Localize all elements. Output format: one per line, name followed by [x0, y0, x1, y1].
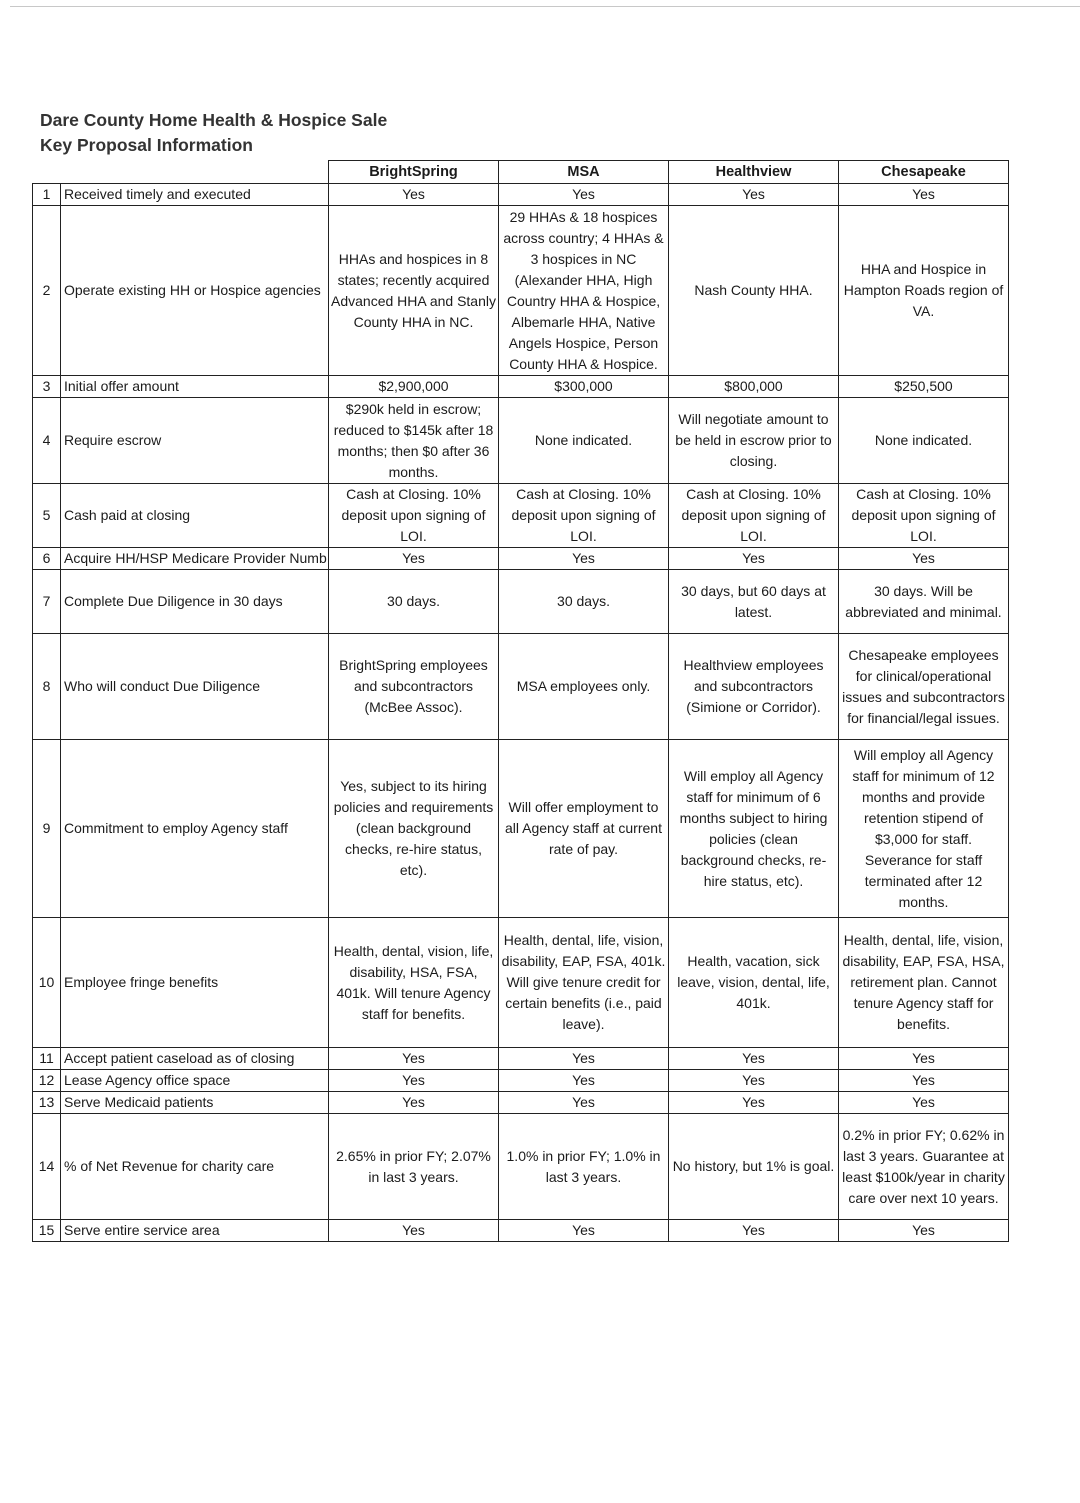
cell-healthview: Yes	[669, 184, 839, 206]
row-number: 5	[33, 484, 61, 548]
cell-healthview: No history, but 1% is goal.	[669, 1114, 839, 1220]
cell-healthview: $800,000	[669, 376, 839, 398]
cell-chesapeake: Yes	[839, 1070, 1009, 1092]
table-row	[33, 1048, 1009, 1070]
document-title: Dare County Home Health & Hospice Sale	[40, 110, 388, 130]
row-number: 11	[33, 1048, 61, 1070]
row-number: 10	[33, 918, 61, 1048]
row-criterion: Serve entire service area	[61, 1220, 329, 1242]
cell-msa: Health, dental, life, vision, disability, EAP, FSA, 401k. Will give tenure credit for certain benefits (i.e., paid leave).	[499, 918, 669, 1048]
row-number: 12	[33, 1070, 61, 1092]
cell-msa: Yes	[499, 1220, 669, 1242]
cell-healthview: Yes	[669, 1048, 839, 1070]
cell-chesapeake: Yes	[839, 184, 1009, 206]
table-row	[33, 398, 1009, 484]
row-number: 15	[33, 1220, 61, 1242]
cell-chesapeake: Yes	[839, 1048, 1009, 1070]
cell-msa: MSA employees only.	[499, 634, 669, 740]
row-criterion: Initial offer amount	[61, 376, 329, 398]
cell-healthview: Nash County HHA.	[669, 206, 839, 376]
cell-healthview: Will employ all Agency staff for minimum of 6 months subject to hiring policies (clean background checks, re-hire status, etc).	[669, 740, 839, 918]
header-blank-cell	[33, 161, 329, 184]
row-number: 4	[33, 398, 61, 484]
cell-brightspring: 30 days.	[329, 570, 499, 634]
cell-msa: $300,000	[499, 376, 669, 398]
table-row	[33, 484, 1009, 548]
cell-healthview: Yes	[669, 1092, 839, 1114]
row-criterion: Complete Due Diligence in 30 days	[61, 570, 329, 634]
cell-brightspring: $290k held in escrow; reduced to $145k after 18 months; then $0 after 36 months.	[329, 398, 499, 484]
cell-msa: Yes	[499, 548, 669, 570]
cell-msa: Will offer employment to all Agency staff at current rate of pay.	[499, 740, 669, 918]
cell-healthview: Will negotiate amount to be held in escrow prior to closing.	[669, 398, 839, 484]
row-criterion: Lease Agency office space	[61, 1070, 329, 1092]
cell-msa: None indicated.	[499, 398, 669, 484]
cell-chesapeake: Cash at Closing. 10% deposit upon signing of LOI.	[839, 484, 1009, 548]
cell-healthview: Health, vacation, sick leave, vision, dental, life, 401k.	[669, 918, 839, 1048]
row-number: 2	[33, 206, 61, 376]
table-row	[33, 206, 1009, 376]
cell-brightspring: HHAs and hospices in 8 states; recently acquired Advanced HHA and Stanly County HHA in NC.	[329, 206, 499, 376]
row-criterion: Acquire HH/HSP Medicare Provider Numb	[61, 548, 329, 570]
scan-edge-line	[10, 6, 1080, 7]
cell-chesapeake: None indicated.	[839, 398, 1009, 484]
row-criterion: Who will conduct Due Diligence	[61, 634, 329, 740]
cell-brightspring: Yes	[329, 184, 499, 206]
cell-healthview: Cash at Closing. 10% deposit upon signing of LOI.	[669, 484, 839, 548]
table-row	[33, 1070, 1009, 1092]
cell-chesapeake: Health, dental, life, vision, disability, EAP, FSA, HSA, retirement plan. Cannot tenure Agency staff for benefits.	[839, 918, 1009, 1048]
row-criterion: Require escrow	[61, 398, 329, 484]
row-criterion: Serve Medicaid patients	[61, 1092, 329, 1114]
cell-brightspring: $2,900,000	[329, 376, 499, 398]
cell-msa: Yes	[499, 184, 669, 206]
row-number: 13	[33, 1092, 61, 1114]
row-number: 7	[33, 570, 61, 634]
row-criterion: % of Net Revenue for charity care	[61, 1114, 329, 1220]
cell-brightspring: Yes	[329, 1092, 499, 1114]
cell-msa: Yes	[499, 1048, 669, 1070]
row-criterion: Employee fringe benefits	[61, 918, 329, 1048]
cell-chesapeake: Yes	[839, 1220, 1009, 1242]
table-row	[33, 740, 1009, 918]
row-criterion: Commitment to employ Agency staff	[61, 740, 329, 918]
cell-brightspring: Yes	[329, 1220, 499, 1242]
column-header-brightspring: BrightSpring	[329, 161, 499, 184]
row-criterion: Accept patient caseload as of closing	[61, 1048, 329, 1070]
table-row	[33, 376, 1009, 398]
row-number: 9	[33, 740, 61, 918]
row-number: 14	[33, 1114, 61, 1220]
table-row	[33, 1220, 1009, 1242]
table-row	[33, 1114, 1009, 1220]
cell-brightspring: Cash at Closing. 10% deposit upon signing of LOI.	[329, 484, 499, 548]
cell-chesapeake: 0.2% in prior FY; 0.62% in last 3 years. Guarantee at least $100k/year in charity care over next 10 years.	[839, 1114, 1009, 1220]
cell-chesapeake: 30 days. Will be abbreviated and minimal.	[839, 570, 1009, 634]
cell-brightspring: Health, dental, vision, life, disability, HSA, FSA, 401k. Will tenure Agency staff for benefits.	[329, 918, 499, 1048]
cell-brightspring: 2.65% in prior FY; 2.07% in last 3 years.	[329, 1114, 499, 1220]
column-header-healthview: Healthview	[669, 161, 839, 184]
cell-brightspring: Yes, subject to its hiring policies and requirements (clean background checks, re-hire status, etc).	[329, 740, 499, 918]
row-criterion: Cash paid at closing	[61, 484, 329, 548]
row-number: 6	[33, 548, 61, 570]
table-row	[33, 548, 1009, 570]
cell-brightspring: Yes	[329, 1048, 499, 1070]
cell-healthview: 30 days, but 60 days at latest.	[669, 570, 839, 634]
column-header-msa: MSA	[499, 161, 669, 184]
cell-msa: 29 HHAs & 18 hospices across country; 4 HHAs & 3 hospices in NC (Alexander HHA, High Country HHA & Hospice, Albemarle HHA, Native Angels Hospice, Person County HHA & Hospice.	[499, 206, 669, 376]
row-number: 1	[33, 184, 61, 206]
cell-brightspring: Yes	[329, 1070, 499, 1092]
table-row	[33, 918, 1009, 1048]
cell-msa: Cash at Closing. 10% deposit upon signing of LOI.	[499, 484, 669, 548]
document-header	[40, 108, 387, 158]
cell-chesapeake: HHA and Hospice in Hampton Roads region of VA.	[839, 206, 1009, 376]
cell-msa: 30 days.	[499, 570, 669, 634]
cell-brightspring: Yes	[329, 548, 499, 570]
column-header-chesapeake: Chesapeake	[839, 161, 1009, 184]
cell-msa: 1.0% in prior FY; 1.0% in last 3 years.	[499, 1114, 669, 1220]
cell-chesapeake: Yes	[839, 548, 1009, 570]
cell-healthview: Yes	[669, 1220, 839, 1242]
cell-msa: Yes	[499, 1070, 669, 1092]
table-row	[33, 634, 1009, 740]
row-criterion: Received timely and executed	[61, 184, 329, 206]
row-number: 8	[33, 634, 61, 740]
cell-chesapeake: $250,500	[839, 376, 1009, 398]
cell-brightspring: BrightSpring employees and subcontractors (McBee Assoc).	[329, 634, 499, 740]
cell-msa: Yes	[499, 1092, 669, 1114]
row-criterion: Operate existing HH or Hospice agencies	[61, 206, 329, 376]
cell-healthview: Yes	[669, 1070, 839, 1092]
header-row	[33, 161, 1009, 184]
table-row	[33, 1092, 1009, 1114]
proposal-table	[32, 160, 1009, 1242]
cell-chesapeake: Yes	[839, 1092, 1009, 1114]
cell-healthview: Yes	[669, 548, 839, 570]
table-row	[33, 570, 1009, 634]
cell-chesapeake: Chesapeake employees for clinical/operational issues and subcontractors for financial/legal issues.	[839, 634, 1009, 740]
document-subtitle: Key Proposal Information	[40, 135, 253, 155]
table-row	[33, 184, 1009, 206]
cell-healthview: Healthview employees and subcontractors (Simione or Corridor).	[669, 634, 839, 740]
row-number: 3	[33, 376, 61, 398]
cell-chesapeake: Will employ all Agency staff for minimum of 12 months and provide retention stipend of $3,000 for staff. Severance for staff terminated after 12 months.	[839, 740, 1009, 918]
